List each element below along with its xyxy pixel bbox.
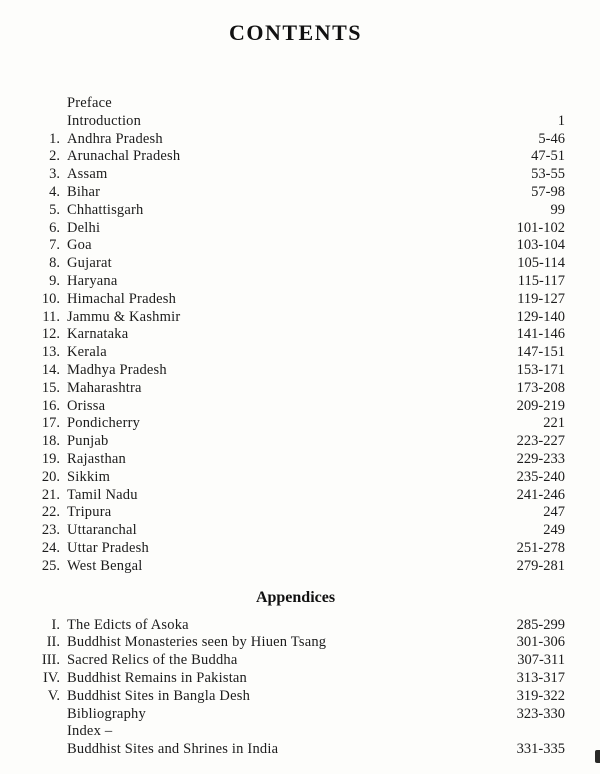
entry-number: 15. [41, 379, 60, 396]
entry-label: West Bengal [67, 557, 143, 574]
entry-number: 5. [49, 201, 60, 218]
scan-artifact [595, 750, 600, 763]
entry-label: Delhi [67, 219, 101, 236]
entry-label: Index – [67, 723, 113, 740]
entry-pages: 105-114 [517, 255, 565, 272]
entry-label: Rajasthan [67, 450, 126, 467]
toc-row [26, 344, 565, 362]
toc-row [26, 273, 565, 291]
entry-number: 2. [49, 148, 60, 165]
entry-pages: 141-146 [516, 326, 565, 343]
entry-label: Sacred Relics of the Buddha [67, 652, 238, 669]
entry-number: 17. [41, 415, 60, 432]
toc-row [26, 291, 565, 309]
toc-row [26, 113, 565, 131]
entry-label: Preface [67, 95, 112, 111]
appendices-section [26, 617, 565, 759]
entry-number: 8. [49, 255, 60, 272]
toc-row [26, 237, 565, 255]
entry-number: II. [46, 634, 60, 651]
entry-pages: 53-55 [531, 166, 565, 183]
entry-number: 4. [49, 183, 60, 200]
entry-number: I. [51, 616, 60, 633]
entry-number: 24. [41, 539, 60, 556]
entry-label: Maharashtra [67, 379, 142, 396]
entry-label: Buddhist Monasteries seen by Hiuen Tsang [67, 634, 327, 651]
toc-row [26, 148, 565, 166]
entry-pages: 279-281 [516, 557, 565, 574]
entry-label: Assam [67, 166, 108, 183]
entry-pages: 223-227 [516, 433, 565, 450]
toc-row [26, 504, 565, 522]
entry-pages: 115-117 [517, 272, 565, 289]
entry-label: Arunachal Pradesh [67, 148, 181, 165]
toc-row [26, 741, 565, 759]
toc-row [26, 255, 565, 273]
entry-pages: 103-104 [516, 237, 565, 254]
entry-number: 6. [49, 219, 60, 236]
entry-label: Buddhist Remains in Pakistan [67, 669, 248, 686]
toc-row [26, 670, 565, 688]
entry-label: Sikkim [67, 468, 111, 485]
entry-label: Andhra Pradesh [67, 130, 163, 147]
entry-number: 21. [41, 486, 60, 503]
entry-pages: 301-306 [516, 634, 565, 651]
entry-label: Bihar [67, 183, 101, 200]
entry-pages: 251-278 [516, 539, 565, 556]
entry-pages: 57-98 [531, 183, 565, 200]
entry-number: V. [47, 687, 60, 704]
entry-number: 7. [49, 237, 60, 254]
entry-pages: 209-219 [516, 397, 565, 414]
toc-row [26, 451, 565, 469]
entry-label: Karnataka [67, 326, 129, 343]
entry-pages: 5-46 [538, 130, 565, 147]
entry-label: Himachal Pradesh [67, 290, 177, 307]
entry-number: 16. [41, 397, 60, 414]
toc-row [26, 723, 565, 741]
entry-number: IV. [42, 669, 60, 686]
entry-label: Uttaranchal [67, 522, 137, 539]
front-matter-section [26, 95, 565, 131]
entry-label: Chhattisgarh [67, 201, 144, 218]
entry-label: Gujarat [67, 255, 112, 272]
toc-row [26, 688, 565, 706]
toc-row [26, 95, 565, 113]
entry-pages: 101-102 [516, 219, 565, 236]
toc-row [26, 398, 565, 416]
entry-number: 19. [41, 450, 60, 467]
toc-row [26, 522, 565, 540]
entry-pages: 129-140 [516, 308, 565, 325]
toc-row [26, 309, 565, 327]
entry-label: Pondicherry [67, 415, 141, 432]
toc-row [26, 131, 565, 149]
entry-label: Orissa [67, 397, 106, 414]
entry-label: Kerala [67, 344, 107, 361]
entry-number: 3. [49, 166, 60, 183]
entry-label: Tripura [67, 504, 112, 521]
entry-pages: 319-322 [516, 687, 565, 704]
entry-pages: 313-317 [516, 669, 565, 686]
toc-row [26, 706, 565, 724]
entry-label: Buddhist Sites in Bangla Desh [67, 687, 251, 704]
toc-row [26, 469, 565, 487]
page-title: CONTENTS [228, 20, 363, 45]
entry-label: Jammu & Kashmir [67, 308, 181, 325]
entry-number: 1. [49, 130, 60, 147]
entry-pages: 247 [543, 504, 565, 521]
entry-label: Goa [67, 237, 92, 254]
toc-row [26, 380, 565, 398]
entry-pages: 307-311 [517, 652, 565, 669]
entry-number: 20. [41, 468, 60, 485]
entry-number: III. [41, 652, 60, 669]
entry-number: 9. [49, 272, 60, 289]
table-of-contents [26, 95, 565, 759]
entry-pages: 285-299 [516, 616, 565, 633]
entry-pages: 235-240 [516, 468, 565, 485]
toc-row [26, 540, 565, 558]
entry-number: 22. [41, 504, 60, 521]
entry-label: Bibliography [67, 705, 146, 722]
toc-row [26, 558, 565, 576]
entry-pages: 47-51 [531, 148, 565, 165]
entry-pages: 153-171 [516, 361, 565, 378]
toc-row [26, 652, 565, 670]
entry-pages: 1 [557, 112, 565, 129]
entry-pages: 99 [550, 201, 565, 218]
entry-label: Haryana [67, 272, 118, 289]
entry-pages: 331-335 [516, 741, 565, 758]
toc-row [26, 362, 565, 380]
toc-row [26, 415, 565, 433]
entry-number: 25. [41, 557, 60, 574]
entry-pages: 147-151 [516, 344, 565, 361]
toc-row [26, 184, 565, 202]
entry-pages: 173-208 [516, 379, 565, 396]
entry-pages: 323-330 [516, 705, 565, 722]
toc-row [26, 617, 565, 635]
entry-number: 12. [41, 326, 60, 343]
entry-number: 14. [41, 361, 60, 378]
entry-pages: 119-127 [517, 290, 565, 307]
entry-number: 23. [41, 522, 60, 539]
toc-row [26, 326, 565, 344]
toc-row [26, 433, 565, 451]
toc-row [26, 220, 565, 238]
entry-label: Tamil Nadu [67, 486, 138, 503]
appendices-heading: Appendices [255, 588, 336, 606]
entry-pages: 241-246 [516, 486, 565, 503]
entry-pages: 249 [543, 522, 565, 539]
toc-row [26, 634, 565, 652]
toc-row [26, 487, 565, 505]
entry-label: Buddhist Sites and Shrines in India [67, 741, 279, 758]
entry-label: Madhya Pradesh [67, 361, 167, 378]
chapters-section [26, 131, 565, 576]
entry-label: Introduction [67, 112, 142, 129]
toc-row [26, 166, 565, 184]
entry-pages: 229-233 [516, 450, 565, 467]
entry-label: Punjab [67, 433, 109, 450]
entry-label: The Edicts of Asoka [67, 616, 189, 633]
entry-number: 10. [41, 290, 60, 307]
entry-pages: 221 [543, 415, 565, 432]
entry-number: 11. [42, 308, 60, 325]
entry-label: Uttar Pradesh [67, 539, 149, 556]
entry-number: 13. [41, 344, 60, 361]
toc-row [26, 202, 565, 220]
entry-number: 18. [41, 433, 60, 450]
